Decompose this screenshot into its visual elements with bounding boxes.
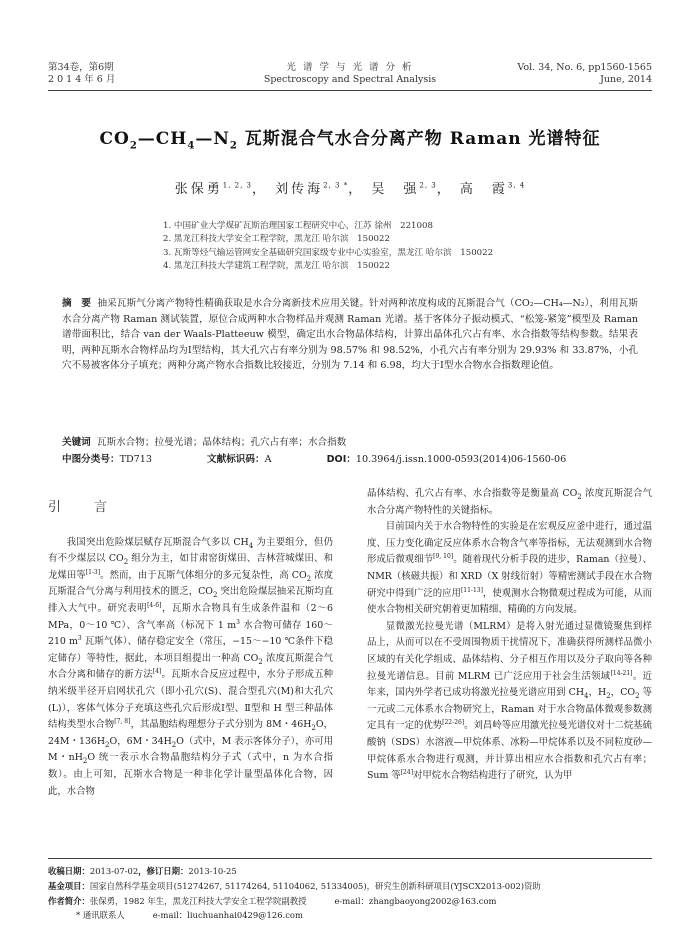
keywords-label: 关键词 <box>62 437 91 448</box>
journal-volume: 第34卷，第6期 <box>48 62 114 73</box>
author-name: 吴 强 <box>371 182 420 197</box>
corresponding-email[interactable]: e-mail：liuchuanhai0429@126.com <box>152 910 303 921</box>
body-column-right <box>367 486 652 785</box>
paragraph: 显微激光拉曼光谱（MLRM）是将入射光通过显微镜聚焦到样品上，从而可以在不受周围物质干扰情况下，准确获得所测样品微小区域的有关化学组成、晶体结构、分子相互作用以及分子取向等各种拉曼光谱信息。目前 MLRM 已广泛应用于社会生活领域[14-21]。近年来，国内外学者已成功将激光拉曼光谱应用到 $CH_4$，$H_2$，$CO_2$ 等一元或二元体系水合物研究上，Raman 对于水合物晶体微观参数测定具有一定的优势[22-26]。刘昌岭等应用激光拉曼光谱仪对十二烷基硫酸钠（SDS）水溶液—甲烷体系、冰粉—甲烷体系以及不同粒度砂—甲烷体系水合物进行观测，并计算出相应水合指数和孔穴占有率；Sum 等[24]对甲烷水合物结构进行了研究，认为甲 <box>367 620 652 782</box>
paragraph: 晶体结构、孔穴占有率、水合指数等是衡量高 $CO_2$ 浓度瓦斯混合气水合分离产物特性的关键指标。 <box>367 488 653 516</box>
author-name: 张保勇 <box>174 182 223 197</box>
abstract <box>62 296 638 374</box>
journal-name-en: Spectroscopy and Spectral Analysis <box>263 74 437 85</box>
doc-code-label: 文献标识码： <box>207 454 265 465</box>
affiliation: 2. 黑龙江科技大学安全工程学院，黑龙江 哈尔滨 150022 <box>163 234 390 245</box>
corresponding-label: * 通讯联系人 <box>76 910 125 921</box>
journal-citation: Vol. 34, No. 6, pp1560-1565 <box>517 62 652 73</box>
author-affil-mark: 3, 4 <box>507 181 526 190</box>
author-affil-mark: 2, 3 <box>419 181 437 190</box>
fund-label: 基金项目： <box>48 880 90 891</box>
title-text: 瓦斯混合气水合分离产物 Raman 光谱特征 <box>237 129 601 149</box>
author-affil-mark: 2, 3 * <box>323 181 349 190</box>
author-info-label: 作者简介： <box>48 895 90 906</box>
paper-title <box>0 124 700 152</box>
affiliation: 3. 瓦斯等烃气输运管网安全基础研究国家级专业中心实验室，黑龙江 哈尔滨 150022 <box>163 247 494 258</box>
footnote-rule <box>48 858 652 859</box>
journal-month-year: June, 2014 <box>600 74 652 85</box>
author-name: 高 霞 <box>459 182 508 197</box>
affiliation: 1. 中国矿业大学煤矿瓦斯治理国家工程研究中心，江苏 徐州 221008 <box>163 221 433 231</box>
received-date: 2013-07-02 <box>89 866 139 876</box>
footnote-author <box>48 894 652 909</box>
doi-label: DOI： <box>326 454 356 465</box>
footnotes <box>48 864 652 923</box>
revised-label: ，修订日期： <box>138 866 189 876</box>
abstract-text: 抽采瓦斯气分离产物特性精确获取是水合分离新技术应用关键。针对两种浓度构成的瓦斯混合气（CO₂—CH₄—N₂），利用瓦斯水合分离产物 Raman 测试装置，原位合成两种水合物样品并观测 Raman 光谱。基于客体分子振动模式、“松笼-紧笼”模型及 Raman 谱带面积比，结合 van der Waals-Platteeuw 模型，确定出水合物晶体结构，计算出晶体孔穴占有率、水合指数等结构参数。结果表明，两种瓦斯水合物样品均为Ⅰ型结构，其大孔穴占有率分别为 98.57% 和 98.52%，小孔穴占有率分别为 29.93% 和 33.87%，小孔穴不易被客体分子填充；两种分离产物水合指数比较接近，分别为 7.14 和 6.98，均大于Ⅰ型水合物水合指数理论值。 <box>62 298 639 372</box>
doi-group <box>327 454 593 465</box>
clc-group <box>62 454 178 465</box>
keywords <box>62 435 638 451</box>
author-name: 刘传海 <box>275 182 324 197</box>
journal-date: 2 0 1 4 年 6 月 <box>48 74 116 85</box>
author-email[interactable]: e-mail：zhangbaoyong2002@163.com <box>334 895 497 906</box>
received-label: 收稿日期： <box>48 866 90 876</box>
affiliation: 4. 黑龙江科技大学建筑工程学院，黑龙江 哈尔滨 150022 <box>163 261 390 272</box>
title-sub: 4 <box>187 140 196 152</box>
keywords-text: 瓦斯水合物；拉曼光谱；晶体结构；孔穴占有率；水合指数 <box>96 437 347 448</box>
header-rule <box>48 90 652 91</box>
abstract-label: 摘 要 <box>62 298 92 309</box>
journal-name-cn: 光 谱 学 与 光 谱 分 析 <box>286 62 414 73</box>
paragraph: 我国突出危险煤层赋存瓦斯混合气多以 $CH_4$ 为主要组分，但仍有不少煤层以 $CO_2$ 组分为主，如甘肃窑街煤田、吉林营城煤田、和龙煤田等[1-3]。然而，由于瓦斯气体组分的多元复杂性，高 $CO_2$ 浓度瓦斯混合气分离与利用技术的匮乏，$CO_2$ 突出危险煤层抽采瓦斯均直排入大气中。研究表明[4-6]，瓦斯水合物具有生成条件温和（2～6 MPa，0～10 ℃）、含气率高（标况下 1 $m^3$ 水合物可储存 160～210 $m^3$ 瓦斯气体）、储存稳定安全（常压，−15～−10 ℃条件下稳定储存）等特性，据此，本项目组提出一种高 $CO_2$ 浓度瓦斯混合气水合分离和储存的新方法[4]。瓦斯水合反应过程中，水分子形成五种纳米级半径开启网状孔穴（即小孔穴(S)、混合型孔穴(M)和大孔穴(L)），客体气体分子充填这些孔穴后形成Ⅰ型、Ⅱ型和 H 型三种晶体结构类型水合物[7, 8]，其晶胞结构理想分子式分别为 8M・$46H_2O$，24M・$136H_2O$，6M・$34H_2O$（式中，M 表示客体分子），亦可用 M・$nH_2O$ 统一表示水合物晶胞结构分子式（式中，n 为水合指数）。由上可知，瓦斯水合物是一种非化学计量型晶体化合物，因此，水合物 <box>48 536 334 797</box>
title-sub: 2 <box>229 140 238 152</box>
title-ch: —CH <box>137 129 188 149</box>
doc-code-value: A <box>264 454 272 465</box>
footnote-fund <box>48 879 652 894</box>
footnote-corresponding <box>48 908 652 923</box>
author-list: 张保勇$^{1, 2, 3}$， 刘传海$^{2, 3 *}$， 吴 强$^{2, 3}$， 高 霞$^{3, 4}$ <box>174 181 526 197</box>
author-affil-mark: 1, 2, 3 <box>222 181 252 190</box>
doi-value: 10.3964/j.issn.1000-0593(2014)06-1560-06 <box>355 454 567 465</box>
title-co2: CO <box>99 129 130 149</box>
clc-value: TD713 <box>119 454 152 465</box>
running-header-right <box>452 62 652 86</box>
title-sub: 2 <box>129 140 138 152</box>
clc-label: 中图分类号： <box>62 454 120 465</box>
affiliation-list <box>163 220 493 274</box>
author-info: 张保勇，1982 年生，黑龙江科技大学安全工程学院副教授 <box>89 895 307 906</box>
body-column-left <box>48 486 333 800</box>
classification-line <box>62 452 638 468</box>
title-n: —N <box>195 129 230 149</box>
section-heading-intro: 引 言 <box>48 500 118 515</box>
paragraph: 目前国内关于水合物特性的实验是在宏观反应釜中进行，通过温度、压力变化确定反应体系水合物含气率等指标，无法观测到水合物形成后微观细节[9, 10]。随着现代分析手段的进步，Raman（拉曼）、NMR（核磁共振）和 XRD（X 射线衍射）等精密测试手段在水合物研究中得到广泛的应用[11-13]，使观测水合物微观过程成为可能，从而使水合物相关研究朝着更加精细、精确的方向发展。 <box>367 521 652 616</box>
footnote-dates <box>48 864 652 879</box>
revised-date: 2013-10-25 <box>188 866 237 876</box>
fund-text: 国家自然科学基金项目(51274267, 51174264, 51104062, 51334005)，研究生创新科研项目(YJSCX2013-002)资助 <box>89 880 541 891</box>
doc-code-group <box>207 454 298 465</box>
